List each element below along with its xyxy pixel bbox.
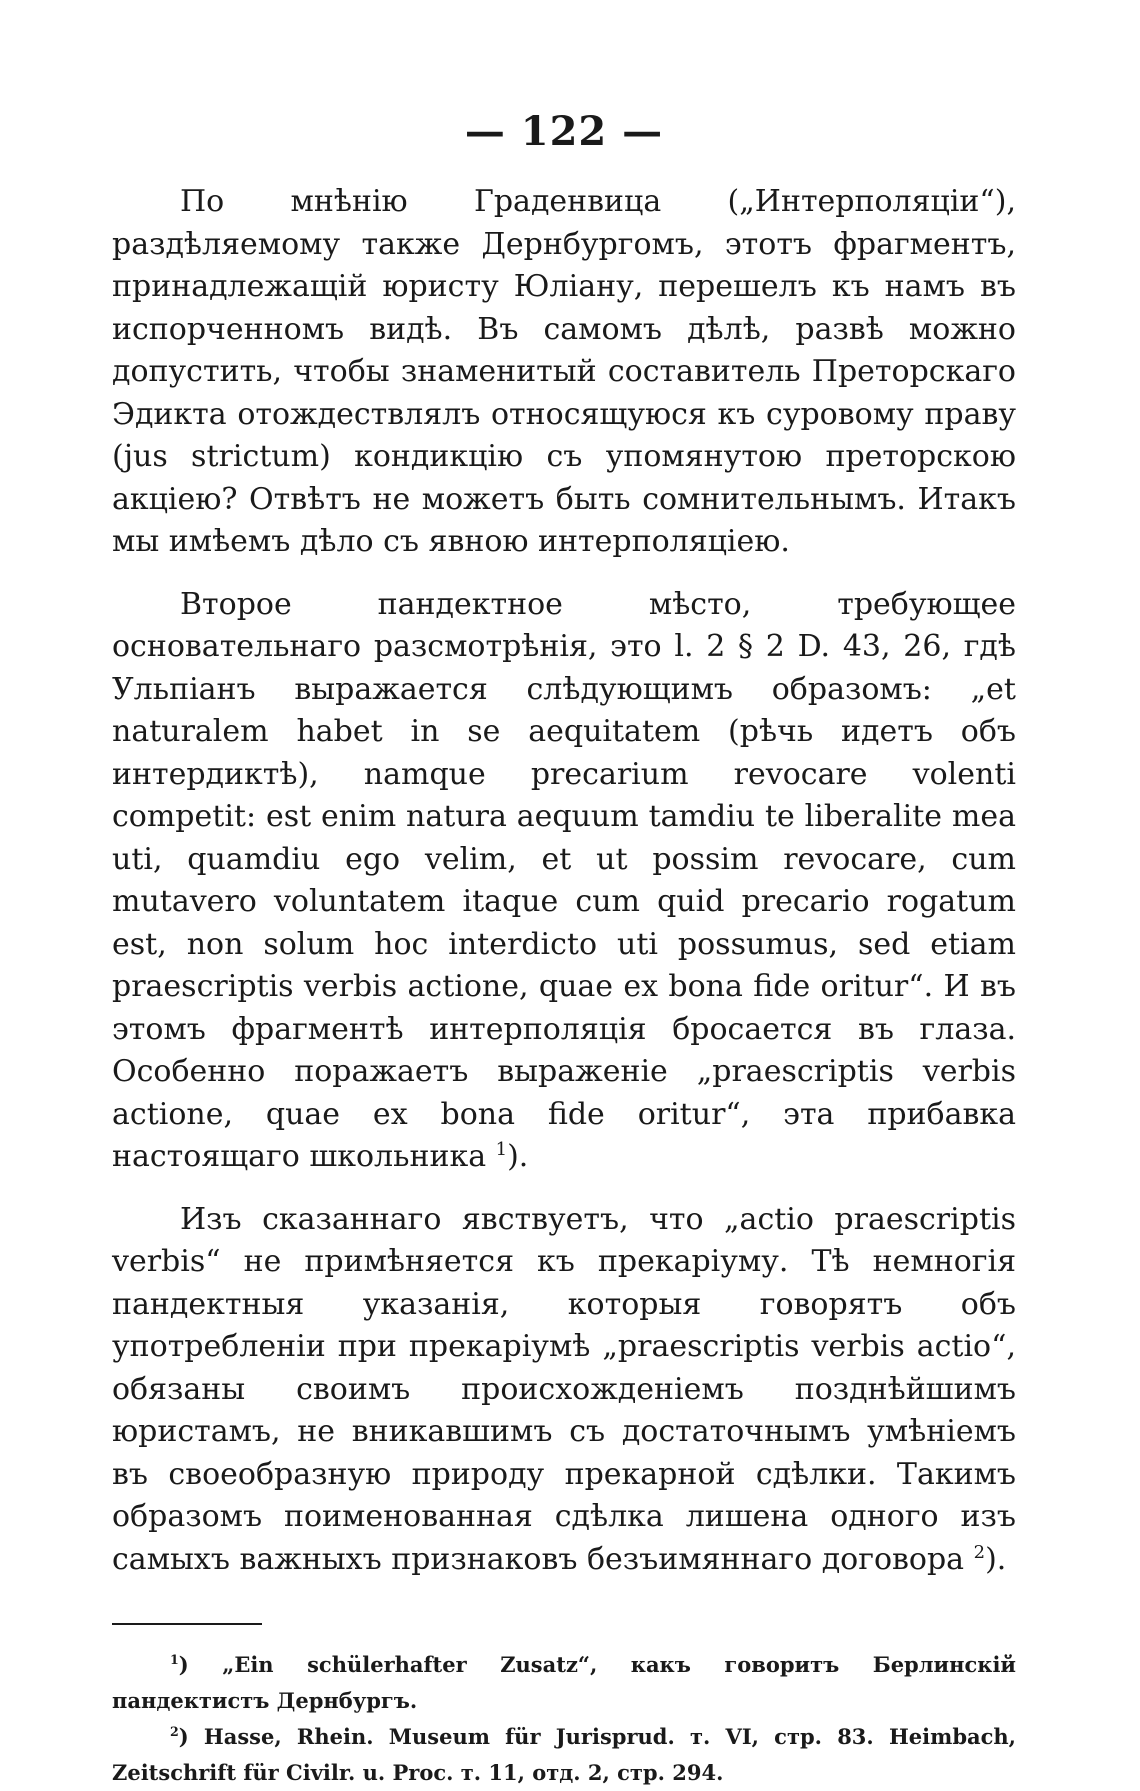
footnote-divider [112,1623,262,1625]
paragraph-2 [112,584,1016,1179]
footnote-2-mark: 2 [170,1724,179,1739]
book-page [112,108,1016,1791]
footnote-1-text: ) „Ein schülerhafter Zusatz“, какъ говоритъ Берлинскій пандектистъ Дернбургъ. [112,1652,1016,1713]
paragraph-3-text: Изъ сказаннаго явствуетъ, что „actio praescriptis verbis“ не примѣняется къ прекаріуму. Тѣ немногія пандектныя указанія, которыя говорятъ объ употребленіи при прекаріумѣ „praescriptis verbis actio“, обязаны своимъ происхожденіемъ позднѣйшимъ юристамъ, не вникавшимъ съ достаточнымъ умѣніемъ въ своеобразную природу прекарной сдѣлки. Такимъ образомъ поименованная сдѣлка лишена одного изъ самыхъ важныхъ признаковъ безъимяннаго договора [112,1201,1016,1577]
footnote-ref-2: 2 [973,1541,986,1563]
footnote-2-text: ) Hasse, Rhein. Museum für Jurisprud. т. VI, стр. 83. Heimbach, Zeitschrift für Civilr. u. Proc. т. 11, отд. 2, стр. 294. [112,1724,1016,1785]
footnote-1-mark: 1 [170,1652,179,1667]
footnote-2 [112,1719,1016,1791]
paragraph-1-text: По мнѣнію Граденвица („Интерполяціи“), раздѣляемому также Дернбургомъ, этотъ фрагментъ, принадлежащій юристу Юліану, перешелъ къ намъ въ испорченномъ видѣ. Въ самомъ дѣлѣ, развѣ можно допустить, чтобы знаменитый составитель Преторскаго Эдикта отождествлялъ относящуюся къ суровому праву (jus strictum) кондикцію съ упомянутою преторскою акціею? Отвѣтъ не можетъ быть сомнительнымъ. Итакъ мы имѣемъ дѣло съ явною интерполяціею. [112,184,1016,559]
footnote-ref-1-close: ). [507,1139,529,1174]
paragraph-3 [112,1199,1016,1582]
paragraph-2-text: Второе пандектное мѣсто, требующее основательнаго разсмотрѣнія, это l. 2 § 2 D. 43, 26, гдѣ Ульпіанъ выражается слѣдующимъ образомъ: „et naturalem habet in se aequitatem (рѣчь идетъ объ интердиктѣ), namque precarium revocare volenti competit: est enim natura aequum tamdiu te liberalite mea uti, quamdiu ego velim, et ut possim revocare, cum mutavero voluntatem itaque cum quid precario rogatum est, non solum hoc interdicto uti possumus, sed etiam praescriptis verbis actione, quae ex bona fide oritur“. И въ этомъ фрагментѣ интерполяція бросается въ глаза. Особенно поражаетъ выраженіе „praescriptis verbis actione, quae ex bona fide oritur“, эта прибавка настоящаго школьника [112,586,1016,1174]
page-number: — 122 — [464,108,664,155]
footnote-ref-2-close: ). [985,1541,1007,1577]
paragraph-1 [112,181,1016,564]
footnote-ref-1: 1 [495,1139,508,1160]
footnote-1 [112,1647,1016,1719]
